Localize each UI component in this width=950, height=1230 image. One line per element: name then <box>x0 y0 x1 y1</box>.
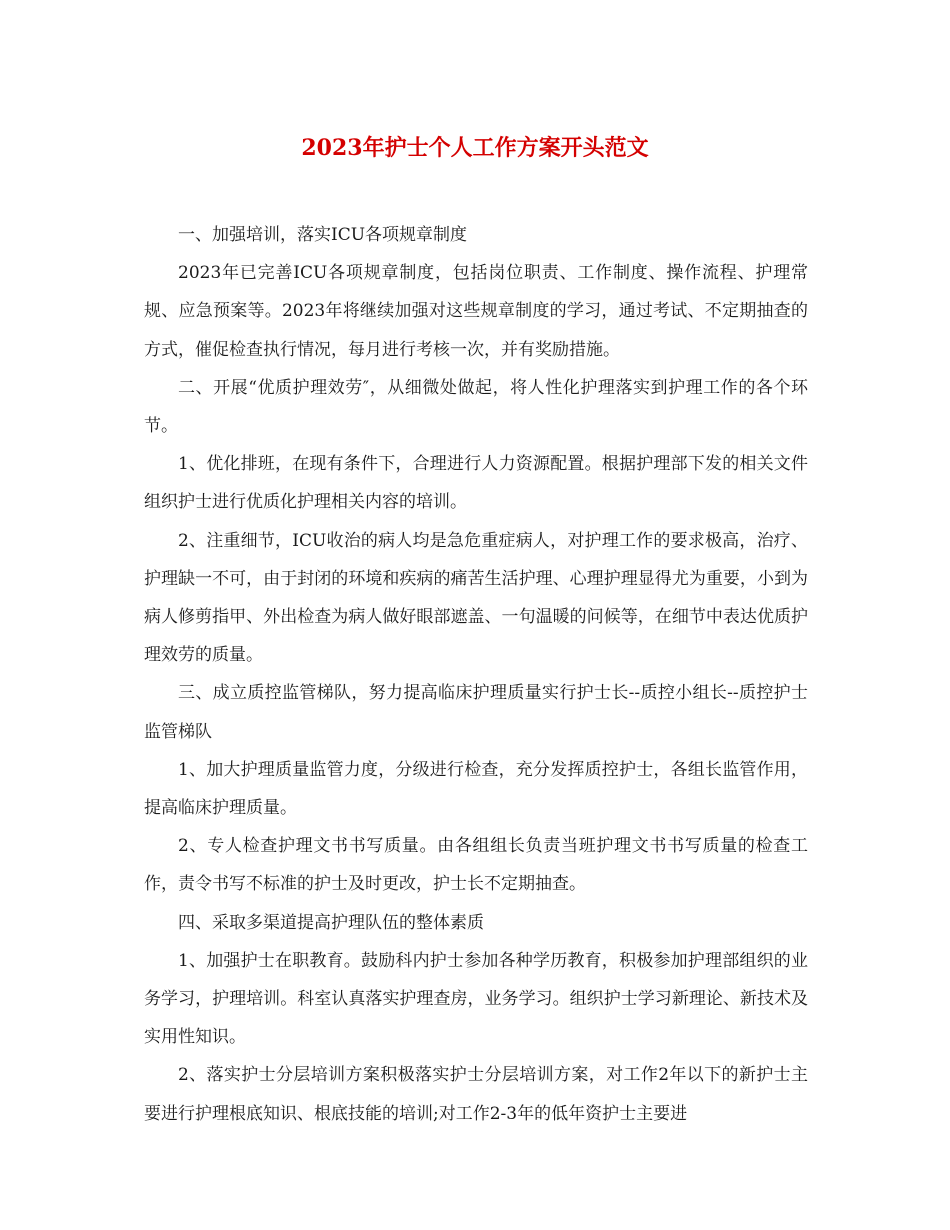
section-heading-2: 二、开展“优质护理效劳″，从细微处做起，将人性化护理落实到护理工作的各个环节。 <box>144 377 808 437</box>
paragraph: 2023年已完善ICU各项规章制度，包括岗位职责、工作制度、操作流程、护理常规、应急预案等。2023年将继续加强对这些规章制度的学习，通过考试、不定期抽查的方式，催促检查执行情况，每月进行考核一次，并有奖励措施。 <box>144 263 808 360</box>
paragraph: 1、优化排班，在现有条件下，合理进行人力资源配置。根据护理部下发的相关文件组织护士进行优质化护理相关内容的培训。 <box>144 454 808 513</box>
document-body <box>144 216 808 1133</box>
paragraph: 2、专人检查护理文书书写质量。由各组组长负责当班护理文书书写质量的检查工作，责令书写不标准的护士及时更改，护士长不定期抽查。 <box>144 836 808 895</box>
paragraph: 1、加大护理质量监管力度，分级进行检查，充分发挥质控护士，各组长监管作用，提高临床护理质量。 <box>144 759 808 819</box>
document-title: 2023年护士个人工作方案开头范文 <box>301 135 649 161</box>
paragraph: 1、加强护士在职教育。鼓励科内护士参加各种学历教育，积极参加护理部组织的业务学习，护理培训。科室认真落实护理查房，业务学习。组织护士学习新理论、新技术及实用性知识。 <box>144 950 808 1048</box>
section-heading-1: 一、加强培训，落实ICU各项规章制度 <box>178 225 468 245</box>
section-heading-4: 四、采取多渠道提高护理队伍的整体素质 <box>178 912 484 933</box>
section-heading-3: 三、成立质控监管梯队，努力提高临床护理质量实行护士长--质控小组长--质控护士监管梯队 <box>144 683 808 742</box>
paragraph: 2、落实护士分层培训方案积极落实护士分层培训方案，对工作2年以下的新护士主要进行护理根底知识、根底技能的培训;对工作2-3年的低年资护士主要进 <box>144 1065 808 1124</box>
paragraph: 2、注重细节，ICU收治的病人均是急危重症病人，对护理工作的要求极高，治疗、护理缺一不可，由于封闭的环境和疾病的痛苦生活护理、心理护理显得尤为重要，小到为病人修剪指甲、外出检查为病人做好眼部遮盖、一句温暖的问候等，在细节中表达优质护理效劳的质量。 <box>144 530 808 666</box>
